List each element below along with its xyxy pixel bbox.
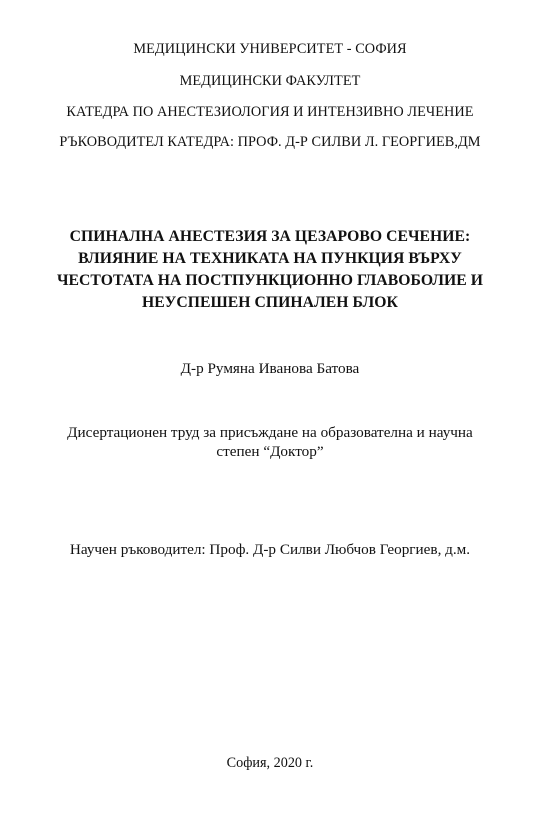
university-name: МЕДИЦИНСКИ УНИВЕРСИТЕТ - СОФИЯ xyxy=(133,41,407,57)
place-and-year: София, 2020 г. xyxy=(226,755,314,771)
faculty-name: МЕДИЦИНСКИ ФАКУЛТЕТ xyxy=(179,73,361,89)
thesis-line-2: степен “Доктор” xyxy=(216,443,324,460)
title-line-3: ЧЕСТОТАТА НА ПОСТПУНКЦИОННО ГЛАВОБОЛИЕ И xyxy=(56,272,484,289)
title-line-4: НЕУСПЕШЕН СПИНАЛЕН БЛОК xyxy=(142,294,398,311)
author-name: Д-р Румяна Иванова Батова xyxy=(180,360,360,377)
title-line-1: СПИНАЛНА АНЕСТЕЗИЯ ЗА ЦЕЗАРОВО СЕЧЕНИЕ: xyxy=(69,228,471,245)
department-name: КАТЕДРА ПО АНЕСТЕЗИОЛОГИЯ И ИНТЕНЗИВНО ЛЕЧЕНИЕ xyxy=(66,104,474,120)
scientific-supervisor: Научен ръководител: Проф. Д-р Силви Любчов Георгиев, д.м. xyxy=(69,541,471,558)
thesis-line-1: Дисертационен труд за присъждане на образователна и научна xyxy=(67,424,473,441)
title-line-2: ВЛИЯНИЕ НА ТЕХНИКАТА НА ПУНКЦИЯ ВЪРХУ xyxy=(78,250,462,267)
department-head: РЪКОВОДИТЕЛ КАТЕДРА: ПРОФ. Д-Р СИЛВИ Л. ГЕОРГИЕВ,ДМ xyxy=(59,134,481,150)
